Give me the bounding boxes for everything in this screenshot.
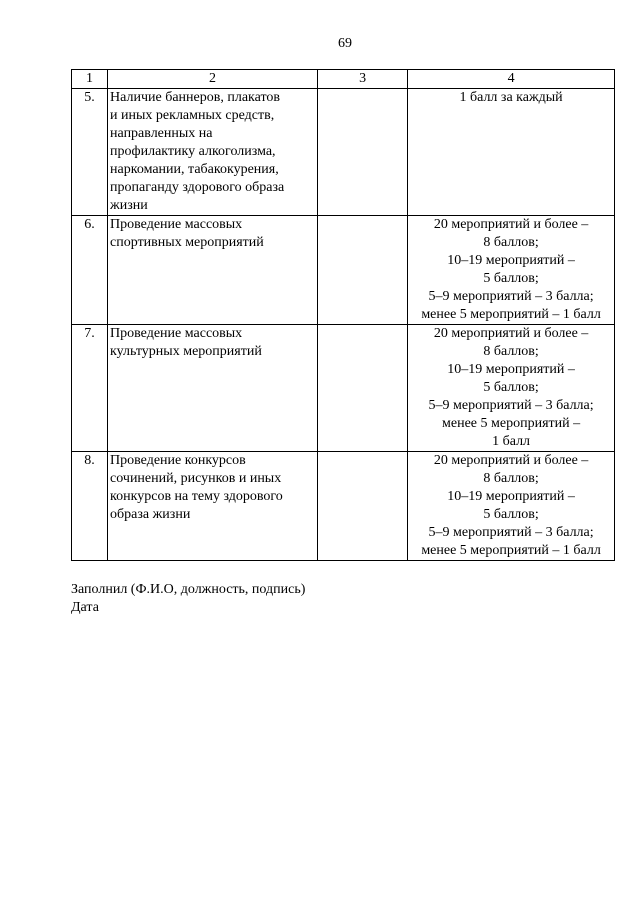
- criteria-line: направленных на: [110, 126, 213, 141]
- score-line: 5–9 мероприятий – 3 балла;: [428, 289, 594, 304]
- score-line: 20 мероприятий и более –: [433, 326, 589, 341]
- score-line: 1 балл за каждый: [459, 90, 563, 105]
- criteria-line: профилактику алкоголизма,: [110, 144, 276, 159]
- row-number: 6.: [72, 216, 108, 325]
- table-row: [72, 89, 615, 216]
- score-line: 5–9 мероприятий – 3 балла;: [428, 525, 594, 540]
- score-cell: [408, 89, 615, 216]
- score-line: 20 мероприятий и более –: [433, 217, 589, 232]
- score-line: 10–19 мероприятий –: [447, 362, 575, 377]
- empty-cell: [318, 452, 408, 561]
- score-line: 5 баллов;: [483, 380, 539, 395]
- criteria-line: пропаганду здорового образа: [110, 180, 285, 195]
- score-cell: [408, 216, 615, 325]
- score-line: менее 5 мероприятий – 1 балл: [421, 543, 601, 558]
- score-line: 10–19 мероприятий –: [447, 489, 575, 504]
- header-cell: 1: [72, 70, 108, 89]
- criteria-line: образа жизни: [110, 507, 191, 522]
- score-line: 5 баллов;: [483, 271, 539, 286]
- footer: [71, 581, 305, 617]
- criteria-line: конкурсов на тему здорового: [110, 489, 283, 504]
- table-row: [72, 216, 615, 325]
- criteria-line: культурных мероприятий: [110, 344, 262, 359]
- criteria-cell: [108, 325, 318, 452]
- criteria-table: [71, 69, 615, 561]
- score-line: менее 5 мероприятий –: [442, 416, 581, 431]
- score-line: 1 балл: [492, 434, 531, 449]
- score-line: 8 баллов;: [483, 471, 539, 486]
- score-line: 20 мероприятий и более –: [433, 453, 589, 468]
- score-line: 5–9 мероприятий – 3 балла;: [428, 398, 594, 413]
- criteria-cell: [108, 216, 318, 325]
- criteria-line: Наличие баннеров, плакатов: [110, 90, 281, 105]
- criteria-line: спортивных мероприятий: [110, 235, 264, 250]
- score-line: 8 баллов;: [483, 235, 539, 250]
- empty-cell: [318, 325, 408, 452]
- empty-cell: [318, 89, 408, 216]
- criteria-line: наркомании, табакокурения,: [110, 162, 279, 177]
- score-line: 8 баллов;: [483, 344, 539, 359]
- date-label: Дата: [71, 600, 99, 615]
- score-line: 5 баллов;: [483, 507, 539, 522]
- score-line: 10–19 мероприятий –: [447, 253, 575, 268]
- header-cell: 2: [108, 70, 318, 89]
- criteria-cell: [108, 89, 318, 216]
- header-cell: 3: [318, 70, 408, 89]
- table-row: [72, 452, 615, 561]
- criteria-line: Проведение конкурсов: [110, 453, 246, 468]
- score-cell: [408, 452, 615, 561]
- filled-by-label: Заполнил (Ф.И.О, должность, подпись): [71, 582, 306, 597]
- criteria-line: Проведение массовых: [110, 217, 243, 232]
- criteria-cell: [108, 452, 318, 561]
- table-header-row: [72, 70, 615, 89]
- criteria-line: Проведение массовых: [110, 326, 243, 341]
- score-cell: [408, 325, 615, 452]
- row-number: 8.: [72, 452, 108, 561]
- score-line: менее 5 мероприятий – 1 балл: [421, 307, 601, 322]
- row-number: 5.: [72, 89, 108, 216]
- row-number: 7.: [72, 325, 108, 452]
- criteria-line: жизни: [110, 198, 148, 213]
- criteria-line: и иных рекламных средств,: [110, 108, 275, 123]
- table-row: [72, 325, 615, 452]
- header-cell: 4: [408, 70, 615, 89]
- empty-cell: [318, 216, 408, 325]
- criteria-line: сочинений, рисунков и иных: [110, 471, 282, 486]
- page-number: 69: [338, 36, 352, 51]
